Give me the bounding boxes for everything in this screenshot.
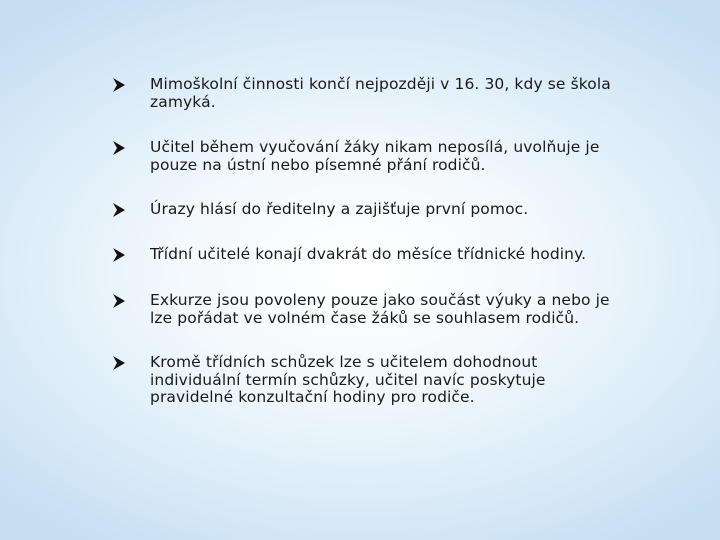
arrowhead-bullet-icon — [112, 247, 126, 263]
arrowhead-bullet-icon — [112, 77, 126, 93]
arrowhead-bullet-icon — [112, 355, 126, 371]
bullet-text: Učitel během vyučování žáky nikam neposílá, uvolňuje je pouze na ústní nebo písemné přání rodičů. — [150, 138, 600, 174]
bullet-text: Kromě třídních schůzek lze s učitelem dohodnout individuální termín schůzky, učitel navíc poskytuje pravidelné konzultační hodiny pro rodiče. — [150, 353, 546, 406]
bullet-text: Úrazy hlásí do ředitelny a zajišťuje první pomoc. — [150, 200, 529, 218]
bullet-text: Mimoškolní činnosti končí nejpozději v 16. 30, kdy se škola zamyká. — [150, 75, 611, 111]
bullet-text: Exkurze jsou povoleny pouze jako součást výuky a nebo je lze pořádat ve volném čase žáků se souhlasem rodičů. — [150, 291, 610, 327]
arrowhead-bullet-icon — [112, 140, 126, 156]
arrowhead-bullet-icon — [112, 202, 126, 218]
arrowhead-bullet-icon — [112, 293, 126, 309]
bullet-text: Třídní učitelé konají dvakrát do měsíce třídnické hodiny. — [150, 245, 587, 263]
